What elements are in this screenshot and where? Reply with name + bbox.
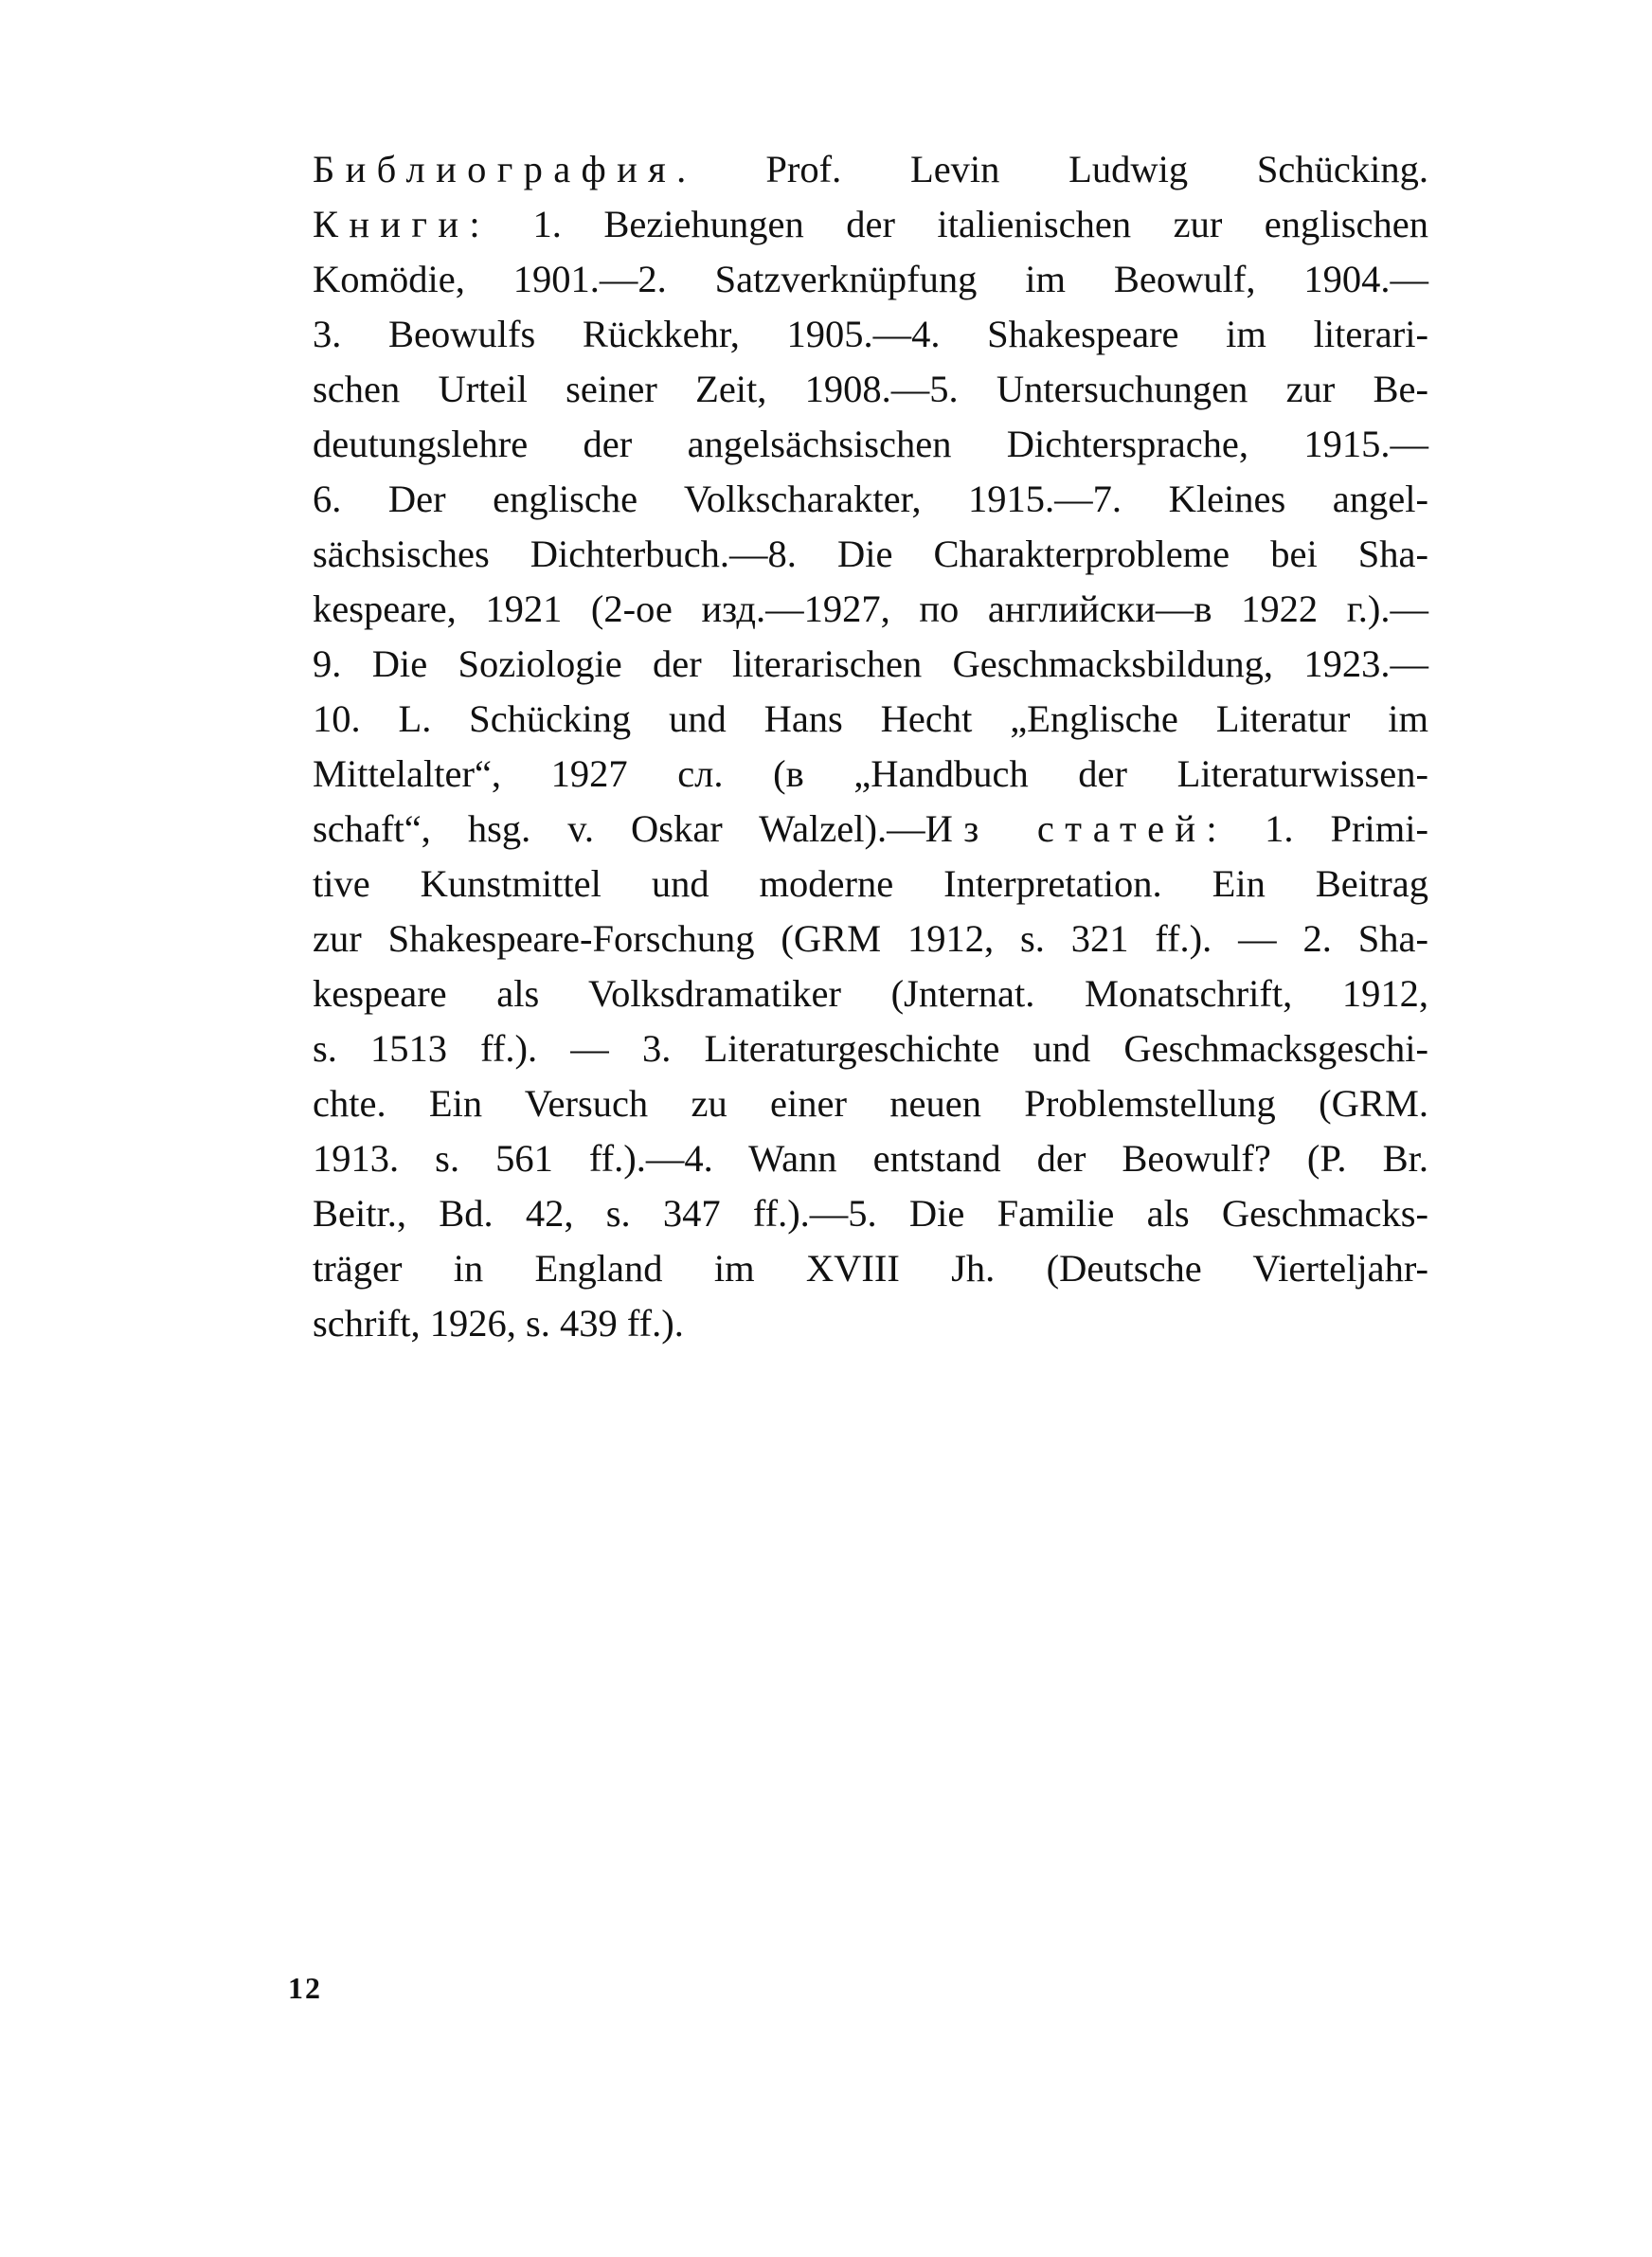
text-line: schrift, 1926, s. 439 ff.). — [313, 1302, 684, 1345]
bibliography-heading: Библиография. — [313, 148, 697, 190]
text-line: kespeare als Volksdramatiker (Jnternat. Monatschrift, 1912, — [313, 972, 1428, 1015]
text-line: tive Kunstmittel und moderne Interpretation. Ein Beitrag — [313, 862, 1428, 905]
bibliography-text — [313, 142, 1428, 1351]
text-line: deutungslehre der angelsächsischen Dichtersprache, 1915.— — [313, 423, 1428, 465]
text-line: Beitr., Bd. 42, s. 347 ff.).—5. Die Familie als Geschmacks- — [313, 1192, 1428, 1235]
text-line: schen Urteil seiner Zeit, 1908.—5. Untersuchungen zur Be- — [313, 368, 1428, 410]
text-line: kespeare, 1921 (2-ое изд.—1927, по английски—в 1922 г.).— — [313, 587, 1428, 630]
text-line: sächsisches Dichterbuch.—8. Die Charakterprobleme bei Sha- — [313, 533, 1428, 575]
text-line: 6. Der englische Volkscharakter, 1915.—7. Kleines angel- — [313, 478, 1428, 520]
text-line: 3. Beowulfs Rückkehr, 1905.—4. Shakespeare im literari- — [313, 313, 1428, 355]
text-line: Mittelalter“, 1927 сл. (в „Handbuch der Literaturwissen- — [313, 752, 1428, 795]
text-line: schaft“, hsg. v. Oskar Walzel).—Из статей: 1. Primi- — [313, 807, 1428, 850]
text-line: 10. L. Schücking und Hans Hecht „Englische Literatur im — [313, 697, 1428, 740]
text-line: 9. Die Soziologie der literarischen Geschmacksbildung, 1923.— — [313, 642, 1428, 685]
text-line: Komödie, 1901.—2. Satzverknüpfung im Beowulf, 1904.— — [313, 258, 1428, 300]
text-line: Библиография. Prof. Levin Ludwig Schücking. — [313, 148, 1429, 190]
text-line: träger in England im XVIII Jh. (Deutsche Vierteljahr- — [313, 1247, 1428, 1290]
text-line: zur Shakespeare-Forschung (GRM 1912, s. 321 ff.). — 2. Sha- — [313, 917, 1428, 960]
text-line: Книги: 1. Beziehungen der italienischen zur englischen — [313, 203, 1429, 245]
books-label: Книги: — [313, 203, 491, 245]
articles-label: Из статей: — [925, 807, 1229, 850]
text-line: s. 1513 ff.). — 3. Literaturgeschichte und Geschmacksgeschi- — [313, 1027, 1428, 1070]
text-line: chte. Ein Versuch zu einer neuen Problemstellung (GRM. — [313, 1082, 1428, 1125]
page-number: 12 — [288, 1971, 322, 2005]
text-line: 1913. s. 561 ff.).—4. Wann entstand der Beowulf? (P. Br. — [313, 1137, 1428, 1180]
